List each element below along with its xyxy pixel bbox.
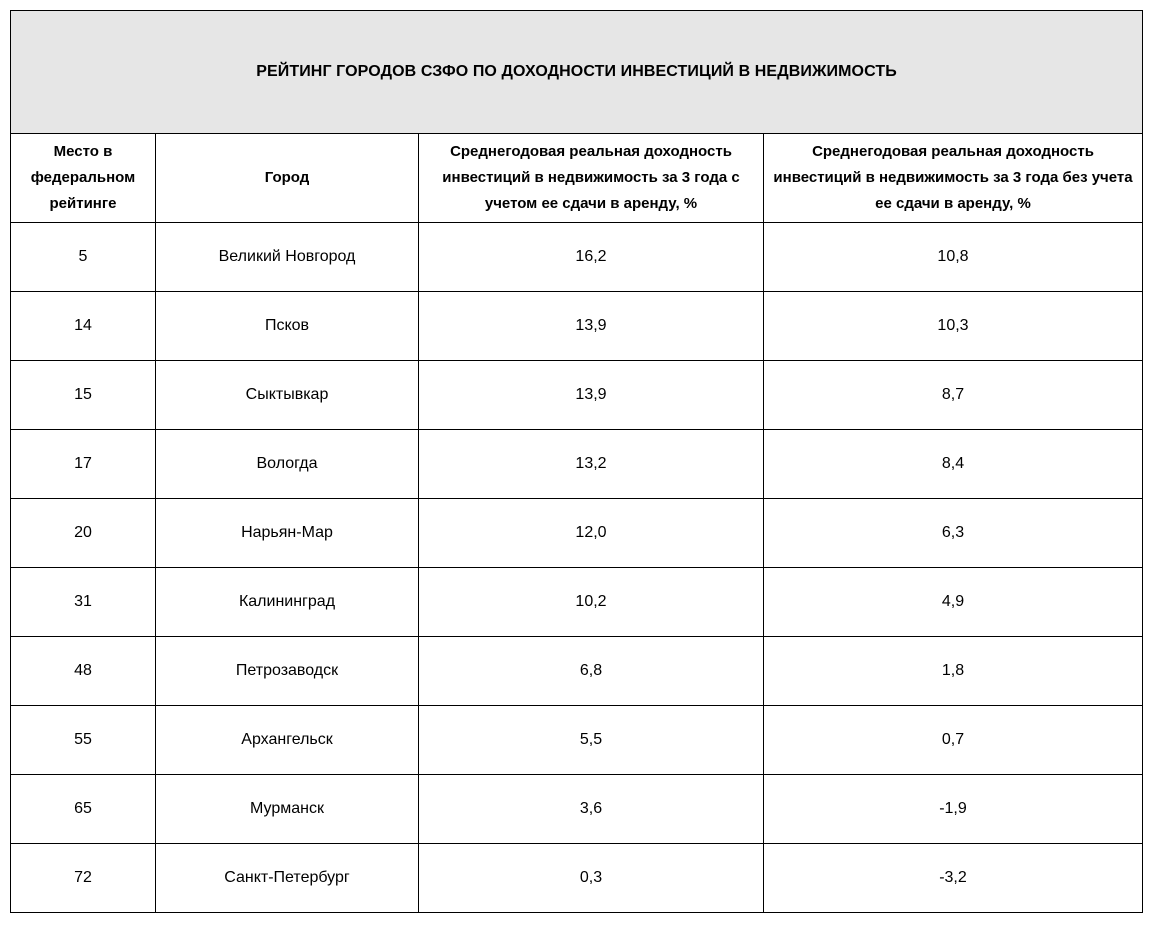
cell-yield-without-rent: 1,8 bbox=[764, 637, 1143, 706]
table-row bbox=[11, 292, 1143, 361]
cell-yield-without-rent: 8,7 bbox=[764, 361, 1143, 430]
cell-rank: 65 bbox=[11, 775, 156, 844]
cell-yield-without-rent: 0,7 bbox=[764, 706, 1143, 775]
cell-rank: 20 bbox=[11, 499, 156, 568]
cell-yield-without-rent: -1,9 bbox=[764, 775, 1143, 844]
cell-city: Калининград bbox=[156, 568, 419, 637]
table-row bbox=[11, 706, 1143, 775]
header-rank: Место в федеральном рейтинге bbox=[11, 134, 156, 223]
cell-rank: 31 bbox=[11, 568, 156, 637]
header-row bbox=[11, 134, 1143, 223]
table-row bbox=[11, 223, 1143, 292]
cell-yield-without-rent: 8,4 bbox=[764, 430, 1143, 499]
header-yield-without-rent: Среднегодовая реальная доходность инвестиций в недвижимость за 3 года без учета ее сдачи в аренду, % bbox=[764, 134, 1143, 223]
cell-city: Вологда bbox=[156, 430, 419, 499]
cell-yield-with-rent: 12,0 bbox=[419, 499, 764, 568]
cell-yield-with-rent: 6,8 bbox=[419, 637, 764, 706]
cell-yield-with-rent: 10,2 bbox=[419, 568, 764, 637]
cell-city: Мурманск bbox=[156, 775, 419, 844]
cell-city: Сыктывкар bbox=[156, 361, 419, 430]
table-row bbox=[11, 568, 1143, 637]
cell-city: Великий Новгород bbox=[156, 223, 419, 292]
cell-yield-without-rent: -3,2 bbox=[764, 844, 1143, 913]
cell-yield-with-rent: 3,6 bbox=[419, 775, 764, 844]
cell-yield-without-rent: 10,3 bbox=[764, 292, 1143, 361]
table-row bbox=[11, 361, 1143, 430]
rating-table bbox=[10, 10, 1143, 913]
cell-yield-with-rent: 13,2 bbox=[419, 430, 764, 499]
cell-yield-without-rent: 10,8 bbox=[764, 223, 1143, 292]
header-city: Город bbox=[156, 134, 419, 223]
cell-rank: 15 bbox=[11, 361, 156, 430]
table-row bbox=[11, 775, 1143, 844]
cell-rank: 5 bbox=[11, 223, 156, 292]
table-row bbox=[11, 499, 1143, 568]
cell-rank: 14 bbox=[11, 292, 156, 361]
header-yield-with-rent: Среднегодовая реальная доходность инвестиций в недвижимость за 3 года с учетом ее сдачи в аренду, % bbox=[419, 134, 764, 223]
cell-yield-with-rent: 13,9 bbox=[419, 292, 764, 361]
title-row bbox=[11, 11, 1143, 134]
cell-yield-with-rent: 0,3 bbox=[419, 844, 764, 913]
cell-city: Псков bbox=[156, 292, 419, 361]
cell-city: Санкт-Петербург bbox=[156, 844, 419, 913]
cell-rank: 48 bbox=[11, 637, 156, 706]
cell-rank: 72 bbox=[11, 844, 156, 913]
cell-yield-without-rent: 4,9 bbox=[764, 568, 1143, 637]
table-row bbox=[11, 637, 1143, 706]
cell-yield-with-rent: 5,5 bbox=[419, 706, 764, 775]
table-row bbox=[11, 844, 1143, 913]
cell-city: Нарьян-Мар bbox=[156, 499, 419, 568]
cell-city: Петрозаводск bbox=[156, 637, 419, 706]
cell-rank: 55 bbox=[11, 706, 156, 775]
cell-yield-with-rent: 16,2 bbox=[419, 223, 764, 292]
cell-yield-without-rent: 6,3 bbox=[764, 499, 1143, 568]
table-row bbox=[11, 430, 1143, 499]
cell-yield-with-rent: 13,9 bbox=[419, 361, 764, 430]
cell-rank: 17 bbox=[11, 430, 156, 499]
cell-city: Архангельск bbox=[156, 706, 419, 775]
table-title: РЕЙТИНГ ГОРОДОВ СЗФО ПО ДОХОДНОСТИ ИНВЕСТИЦИЙ В НЕДВИЖИМОСТЬ bbox=[11, 11, 1143, 134]
